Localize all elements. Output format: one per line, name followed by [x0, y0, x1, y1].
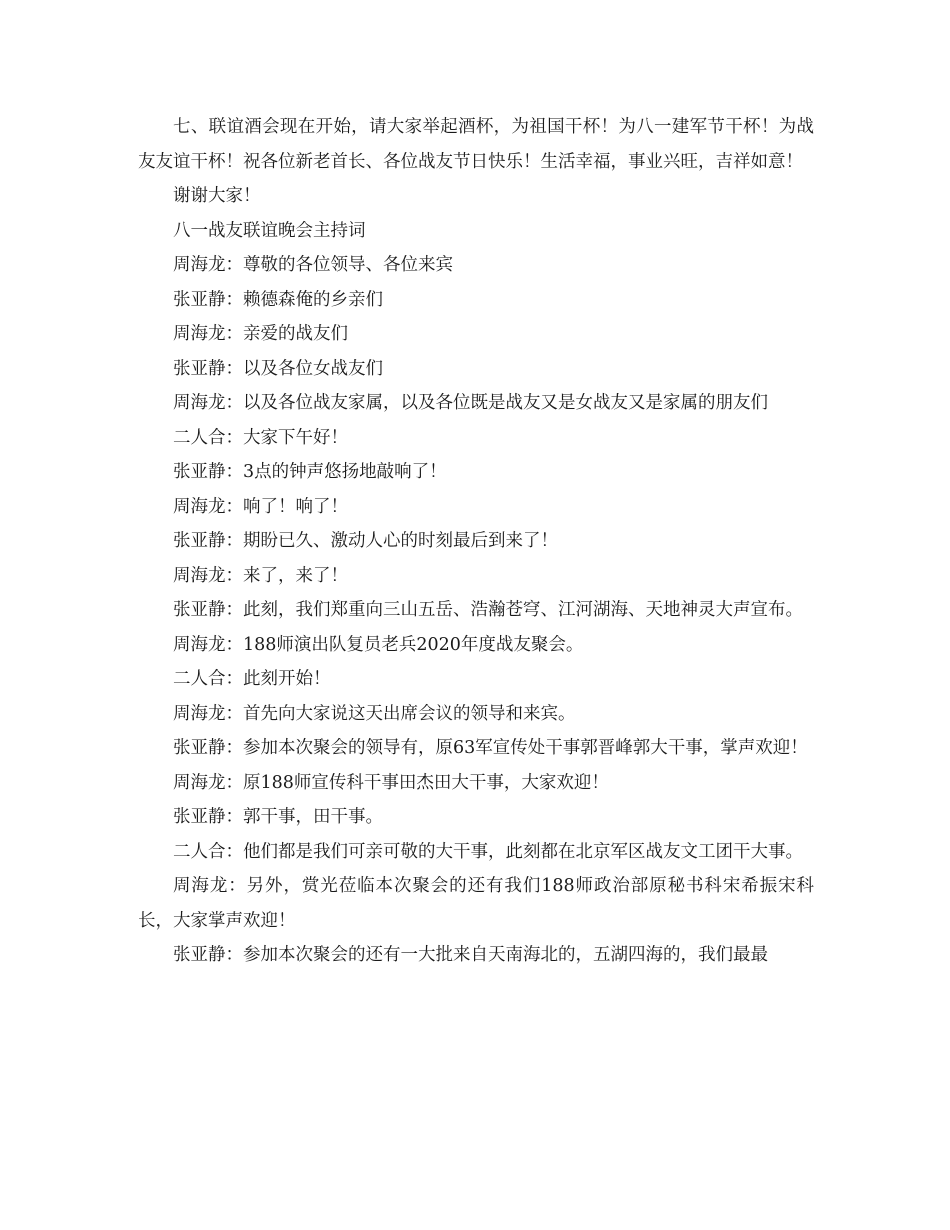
dialogue-line: 周海龙：另外，赏光莅临本次聚会的还有我们188师政治部原秘书科宋希振宋科长，大家掌声欢迎！	[138, 876, 814, 931]
paragraph-thanks: 谢谢大家！	[173, 186, 261, 206]
dialogue-line: 张亚静：赖德森俺的乡亲们	[173, 289, 383, 310]
dialogue-line: 周海龙：响了！响了！	[173, 496, 348, 517]
document-page	[138, 110, 814, 973]
dialogue-line: 周海龙：来了，来了！	[173, 565, 348, 586]
dialogue-line: 张亚静：3点的钟声悠扬地敲响了！	[173, 462, 447, 482]
dialogue-line: 张亚静：以及各位女战友们	[173, 358, 383, 379]
paragraph-toast: 七、联谊酒会现在开始，请大家举起酒杯，为祖国干杯！为八一建军节干杯！为战友友谊干杯！祝各位新老首长、各位战友节日快乐！生活幸福，事业兴旺，吉祥如意！	[138, 117, 814, 172]
dialogue-line: 张亚静：参加本次聚会的还有一大批来自天南海北的，五湖四海的，我们最最	[173, 945, 768, 965]
dialogue-line: 周海龙：以及各位战友家属，以及各位既是战友又是女战友又是家属的朋友们	[173, 393, 768, 413]
dialogue-line: 周海龙：188师演出队复员老兵2020年度战友聚会。	[173, 634, 584, 655]
dialogue-line: 二人合：大家下午好！	[173, 427, 348, 448]
section-title: 八一战友联谊晚会主持词	[173, 220, 366, 241]
dialogue-line: 周海龙：原188师宣传科干事田杰田大干事，大家欢迎！	[173, 772, 609, 793]
dialogue-line: 张亚静：参加本次聚会的领导有，原63军宣传处干事郭晋峰郭大干事，掌声欢迎！	[173, 738, 808, 758]
dialogue-line: 周海龙：首先向大家说这天出席会议的领导和来宾。	[173, 703, 576, 724]
dialogue-line: 周海龙：尊敬的各位领导、各位来宾	[173, 255, 453, 275]
dialogue-line: 张亚静：期盼已久、激动人心的时刻最后到来了！	[173, 531, 558, 551]
dialogue-line: 张亚静：郭干事，田干事。	[173, 807, 383, 827]
dialogue-line: 二人合：此刻开始！	[173, 669, 331, 689]
dialogue-line: 二人合：他们都是我们可亲可敬的大干事，此刻都在北京军区战友文工团干大事。	[173, 841, 803, 862]
dialogue-line: 张亚静：此刻，我们郑重向三山五岳、浩瀚苍穹、江河湖海、天地神灵大声宣布。	[173, 600, 803, 620]
dialogue-line: 周海龙：亲爱的战友们	[173, 324, 348, 344]
